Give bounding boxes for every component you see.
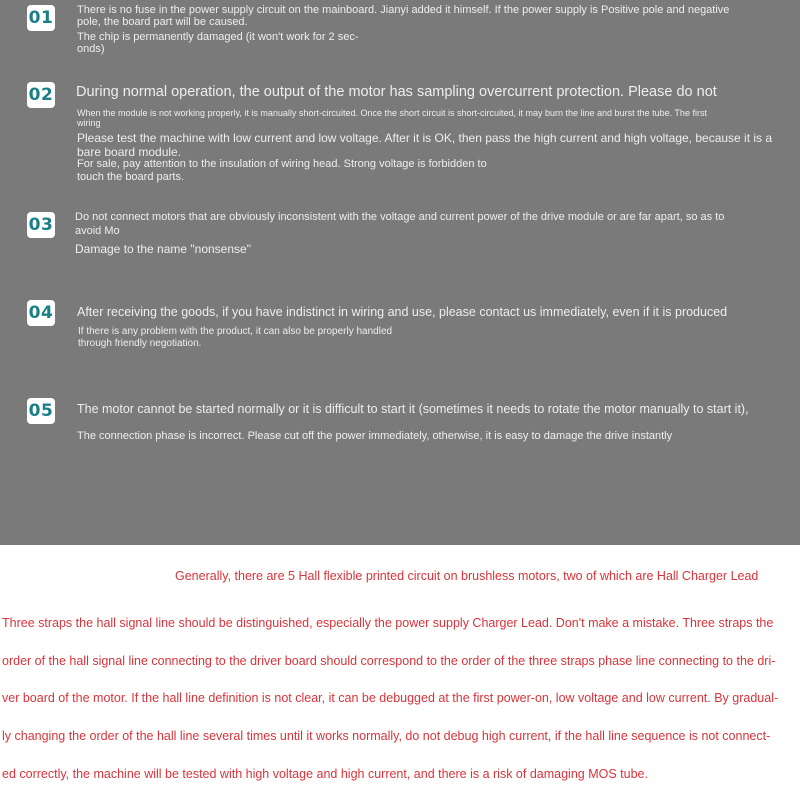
section-number-badge: 03 — [27, 212, 55, 238]
section-heading: After receiving the goods, if you have indistinct in wiring and use, please contact us immediately, even if it is produced — [77, 305, 728, 319]
note-line: ly changing the order of the hall line several times until it works normally, do not debug high current, if the hall line sequence is not connect- — [2, 729, 771, 743]
hall-wiring-note — [0, 545, 800, 800]
section-text: pole, the board part will be caused. — [77, 16, 248, 28]
note-title: Generally, there are 5 Hall flexible printed circuit on brushless motors, two of which are Hall Charger Lead — [175, 569, 759, 583]
section-text: There is no fuse in the power supply circuit on the mainboard. Jianyi added it himself. If the power supply is Positive pole and negative — [77, 4, 730, 16]
note-line: Three straps the hall signal line should be distinguished, especially the power supply Charger Lead. Don't make a mistake. Three straps the — [2, 616, 774, 630]
section-text: avoid Mo — [75, 225, 120, 237]
section-text: onds) — [77, 43, 105, 55]
section-text: The chip is permanently damaged (it won't work for 2 sec- — [77, 31, 359, 43]
section-text: Please test the machine with low current and low voltage. After it is OK, then pass the high current and high voltage, because it is a — [77, 131, 773, 145]
section-text: For sale, pay attention to the insulation of wiring head. Strong voltage is forbidden to — [77, 158, 487, 170]
note-line: ver board of the motor. If the hall line definition is not clear, it can be debugged at the first power-on, low voltage and low current. By gradual- — [2, 691, 779, 705]
section-text: Do not connect motors that are obviously inconsistent with the voltage and current power of the drive module or are far apart, so as to — [75, 211, 725, 223]
note-line: ed correctly, the machine will be tested with high voltage and high current, and there is a risk of damaging MOS tube. — [2, 767, 648, 781]
section-heading: The motor cannot be started normally or it is difficult to start it (sometimes it needs to rotate the motor manually to start it), — [77, 402, 749, 416]
section-text: Damage to the name "nonsense" — [75, 242, 251, 256]
section-text: wiring — [77, 118, 101, 128]
section-text: bare board module. — [77, 145, 182, 159]
section-number-badge: 05 — [27, 398, 55, 424]
section-number-badge: 04 — [27, 300, 55, 326]
section-number-badge: 01 — [27, 5, 55, 31]
section-text: through friendly negotiation. — [78, 338, 202, 349]
section-text: If there is any problem with the product, it can also be properly handled — [78, 326, 393, 337]
section-text: When the module is not working properly, it is manually short-circuited. Once the short circuit is short-circuited, it may burn the line and burst the tube. The first — [77, 108, 707, 118]
section-text: The connection phase is incorrect. Please cut off the power immediately, otherwise, it is easy to damage the drive instantly — [77, 430, 673, 442]
note-line: order of the hall signal line connecting to the driver board should correspond to the order of the three straps phase line connecting to the dri- — [2, 654, 776, 668]
section-text: touch the board parts. — [77, 171, 185, 183]
section-number-badge: 02 — [27, 82, 55, 108]
section-heading: During normal operation, the output of the motor has sampling overcurrent protection. Please do not — [76, 84, 717, 100]
